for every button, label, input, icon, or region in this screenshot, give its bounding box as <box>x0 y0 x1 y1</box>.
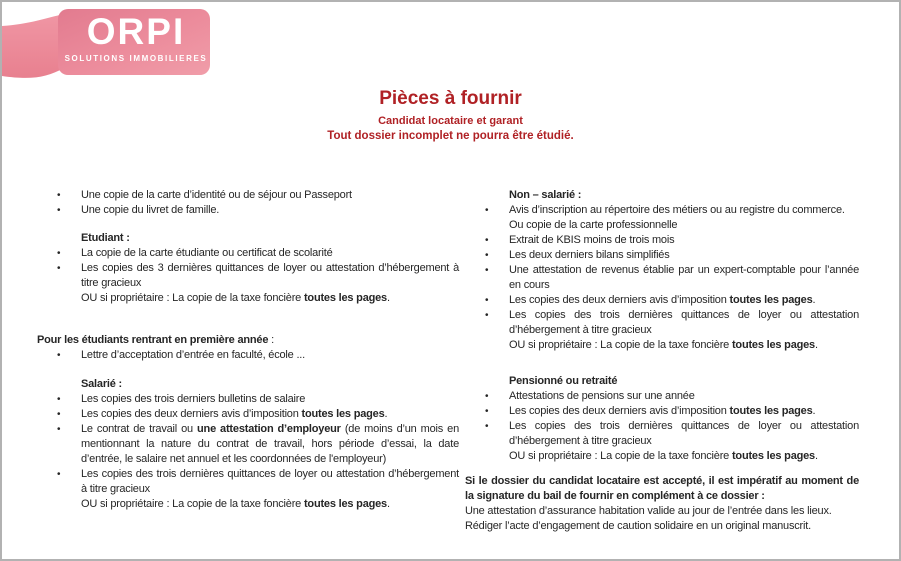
bullet-marker: • <box>485 250 489 261</box>
text: Les copies des 3 dernières quittances de loyer ou attestation d’hébergement à titre gracieux <box>81 262 459 289</box>
bold-text: toutes les pages <box>731 450 815 462</box>
text: Les copies des deux derniers avis d’imposition <box>509 294 730 306</box>
bullet-item <box>465 293 859 308</box>
bullet-marker: • <box>57 263 61 274</box>
text: . <box>814 450 818 462</box>
bullet-text <box>81 393 305 405</box>
bullet-item <box>37 261 459 291</box>
text: Les deux derniers bilans simplifiés <box>509 249 670 261</box>
bold-text: Pour les étudiants rentrant en première année <box>37 334 269 346</box>
continuation-line <box>37 291 459 306</box>
bold-text: toutes les pages <box>303 498 387 510</box>
bullet-text <box>81 423 459 465</box>
text: . <box>812 294 816 306</box>
text: Les copies des deux derniers avis d’imposition <box>81 408 302 420</box>
section-heading <box>37 333 459 348</box>
continuation-line <box>465 338 859 353</box>
bullet-text <box>509 264 859 291</box>
bullet-marker: • <box>57 394 61 405</box>
bullet-item <box>37 422 459 467</box>
bold-text: une attestation d’employeur <box>197 423 341 435</box>
bold-text: toutes les pages <box>301 408 385 420</box>
spacer <box>37 363 459 377</box>
text: Les copies des trois derniers bulletins de salaire <box>81 393 306 405</box>
paragraph <box>465 474 859 504</box>
bullet-marker: • <box>57 350 61 361</box>
text: Les copies des deux derniers avis d’imposition <box>509 405 730 417</box>
bullet-marker: • <box>485 235 489 246</box>
spacer <box>37 218 459 231</box>
bullet-marker: • <box>57 424 61 435</box>
bullet-text <box>81 408 387 420</box>
bullet-text <box>509 204 845 216</box>
bullet-marker: • <box>485 295 489 306</box>
bullet-item <box>465 308 859 338</box>
section-heading <box>37 377 459 392</box>
section-heading <box>37 231 459 246</box>
text: . <box>814 339 818 351</box>
page-title: Pièces à fournir <box>379 88 522 109</box>
bullet-text <box>81 247 333 259</box>
bullet-item <box>465 248 859 263</box>
bullet-item <box>465 263 859 293</box>
text: OU si propriétaire : La copie de la taxe foncière <box>509 450 732 462</box>
bold-text: toutes les pages <box>731 339 815 351</box>
paragraph <box>465 504 859 519</box>
bullet-item <box>37 246 459 261</box>
bullet-item <box>37 348 459 363</box>
bullet-marker: • <box>57 248 61 259</box>
text: . <box>384 408 388 420</box>
text: Attestations de pensions sur une année <box>509 390 695 402</box>
text: Une copie de la carte d’identité ou de séjour ou Passeport <box>81 189 352 201</box>
bold-text: toutes les pages <box>303 292 387 304</box>
text: . <box>386 292 390 304</box>
logo-tagline-text: SOLUTIONS IMMOBILIERES <box>64 54 208 63</box>
bullet-text <box>509 405 815 417</box>
text: Pensionné ou retraité <box>509 375 618 387</box>
bullet-item <box>37 407 459 422</box>
bullet-text <box>81 262 459 289</box>
text: La copie de la carte étudiante ou certificat de scolarité <box>81 247 333 259</box>
bullet-text <box>81 349 305 361</box>
left-column <box>37 188 459 512</box>
section-heading <box>465 188 859 203</box>
continuation-line <box>37 497 459 512</box>
bullet-marker: • <box>485 205 489 216</box>
bullet-text <box>509 309 859 336</box>
text: Lettre d’acceptation d’entrée en faculté, école ... <box>81 349 306 361</box>
text: Ou copie de la carte professionnelle <box>509 219 678 231</box>
bullet-item <box>37 467 459 497</box>
bullet-item <box>37 188 459 203</box>
bullet-text <box>81 204 219 216</box>
bullet-text <box>509 234 674 246</box>
bullet-item <box>37 392 459 407</box>
text: . <box>812 405 816 417</box>
text: Etudiant : <box>81 232 130 244</box>
bold-text: toutes les pages <box>729 405 813 417</box>
text: Les copies des trois dernières quittances de loyer ou attestation d’hébergement à titre gracieux <box>81 468 459 495</box>
text: Non – salarié : <box>509 189 582 201</box>
document-header <box>2 88 899 142</box>
bullet-item <box>37 203 459 218</box>
bullet-marker: • <box>57 469 61 480</box>
continuation-line <box>465 218 859 233</box>
bullet-text <box>509 420 859 447</box>
bullet-marker: • <box>57 205 61 216</box>
incomplete-warning: Tout dossier incomplet ne pourra être étudié. <box>327 130 574 142</box>
bullet-text <box>509 390 695 402</box>
bullet-marker: • <box>57 190 61 201</box>
bullet-item <box>465 389 859 404</box>
bullet-marker: • <box>485 391 489 402</box>
bullet-item <box>465 233 859 248</box>
text: Les copies des trois dernières quittances de loyer ou attestation d’hébergement à titre gracieux <box>509 309 859 336</box>
text: OU si propriétaire : La copie de la taxe foncière <box>81 292 304 304</box>
bullet-text <box>509 294 815 306</box>
text: Une attestation de revenus établie par un expert-comptable pour l’année en cours <box>509 264 859 291</box>
text: Extrait de KBIS moins de trois mois <box>509 234 675 246</box>
spacer <box>465 353 859 374</box>
page-subtitle: Candidat locataire et garant <box>378 115 523 127</box>
paragraph <box>465 519 859 534</box>
bullet-marker: • <box>485 421 489 432</box>
right-column <box>465 188 859 534</box>
text: Salarié : <box>81 378 123 390</box>
text: . <box>386 498 390 510</box>
section-heading <box>465 374 859 389</box>
text: Les copies des trois dernières quittances de loyer ou attestation d’hébergement à titre gracieux <box>509 420 859 447</box>
bullet-marker: • <box>485 406 489 417</box>
bullet-item <box>465 203 859 218</box>
continuation-line <box>465 449 859 464</box>
bullet-marker: • <box>57 409 61 420</box>
text: Une attestation d’assurance habitation valide au jour de l’entrée dans les lieux. <box>465 505 832 517</box>
bullet-text <box>81 468 459 495</box>
text: Rédiger l’acte d’engagement de caution solidaire en un original manuscrit. <box>465 520 811 532</box>
text: Le contrat de travail ou <box>81 423 198 435</box>
bold-text: toutes les pages <box>729 294 813 306</box>
spacer <box>465 464 859 474</box>
bullet-marker: • <box>485 265 489 276</box>
bullet-item <box>465 404 859 419</box>
text: Avis d’inscription au répertoire des métiers ou au registre du commerce. <box>509 204 845 216</box>
text: (de moins d’un mois en mentionnant la nature du contrat de travail, hors période d’essai, la date d’entrée, le salaire net annuel et les coordonnées de l'employeur) <box>81 423 459 465</box>
spacer <box>37 306 459 333</box>
text: OU si propriétaire : La copie de la taxe foncière <box>81 498 304 510</box>
bullet-text <box>81 189 352 201</box>
bullet-text <box>509 249 670 261</box>
text: Une copie du livret de famille. <box>81 204 220 216</box>
bullet-marker: • <box>485 310 489 321</box>
orpi-logo <box>2 4 232 86</box>
text: : <box>268 334 274 346</box>
text: Si le dossier du candidat locataire est accepté, il est impératif au moment de la signature du bail de fournir en complément à ce dossier : <box>465 475 859 502</box>
text: OU si propriétaire : La copie de la taxe foncière <box>509 339 732 351</box>
bullet-item <box>465 419 859 449</box>
logo-brand-text: ORPI <box>86 11 186 52</box>
